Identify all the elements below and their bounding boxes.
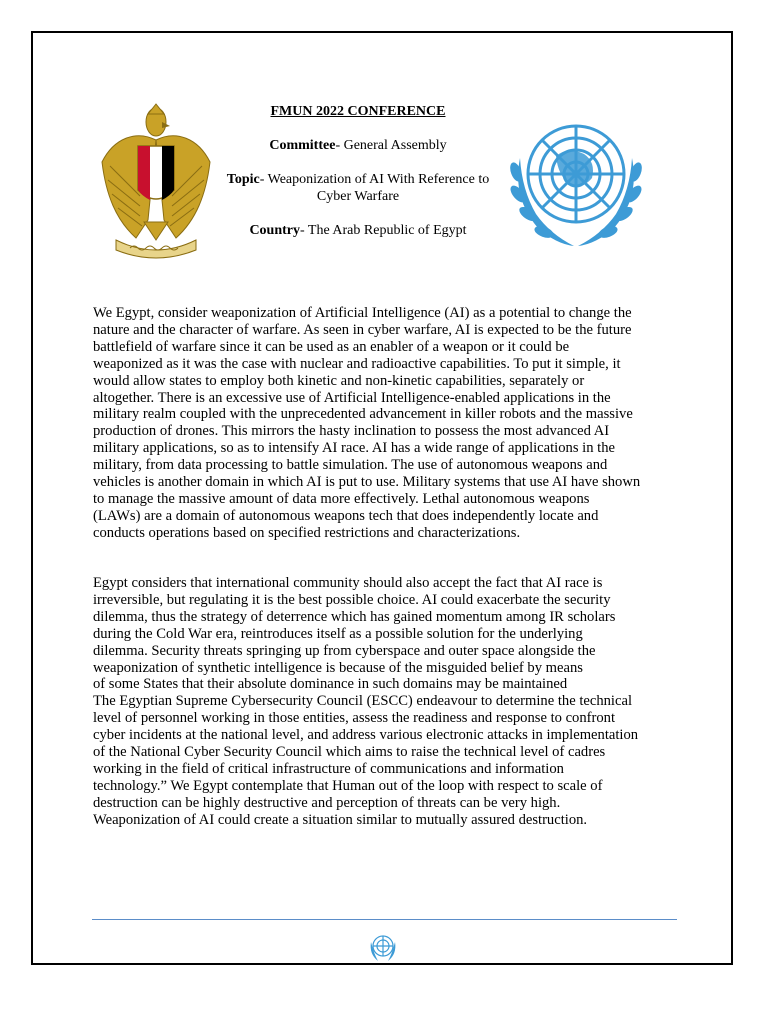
un-emblem-icon [496, 98, 656, 258]
country-label: Country [249, 223, 300, 238]
committee-label: Committee [269, 138, 336, 153]
body-paragraph-2: Egypt considers that international community should also accept the fact that AI race is irreversible, but regulating it is the best possible choice. AI could exacerbate the security dilemma, thus the strategy of deterrence which has gained momentum among IR scholars during the Cold War era, reintroduces itself as a possible solution for the underlying dilemma. Security threats springing up from cyberspace and outer space alongside the weaponization of synthetic intelligence is because of the misguided belief by means of some States that their absolute dominance in such domains may be maintained The Egyptian Supreme Cybersecurity Council (ESCC) endeavour to determine the technical level of personnel working in those entities, assess the readiness and response to confront cyber incidents at the national level, and address various electronic attacks in implementation of the National Cyber Security Council which aims to raise the technical level of cadres working in the field of critical infrastructure of communications and information technology.” We Egypt contemplate that Human out of the loop with respect to scale of destruction can be highly destructive and perception of threats can be very high. Weaponization of AI could create a situation similar to mutually assured destruction. [93, 575, 639, 828]
topic-value: - Weaponization of AI With Reference to Cyber Warfare [259, 172, 490, 204]
country-value: - The Arab Republic of Egypt [300, 223, 467, 238]
body-paragraph-1: We Egypt, consider weaponization of Artificial Intelligence (AI) as a potential to change the nature and the character of warfare. As seen in cyber warfare, AI is expected to be the future battlefield of warfare since it can be used as an enabler of a weapon or it could be weaponized as it was the case with nuclear and radioactive capabilities. To put it simple, it would allow states to employ both kinetic and non-kinetic capabilities, separately or altogether. There is an excessive use of Artificial Intelligence-enabled applications in the military realm coupled with the unprecedented advancement in killer robots and the massive production of drones. This mirrors the hasty inclination to possess the most advanced AI military applications, so as to intensify AI race. AI has a wide range of applications in the military, from data processing to battle simulation. The use of autonomous weapons and vehicles is another domain in which AI is put to use. Military systems that use AI have shown to manage the massive amount of data more effectively. Lethal autonomous weapons (LAWs) are a domain of autonomous weapons tech that does independently locate and conducts operations based on specified restrictions and characterizations. [93, 305, 641, 541]
country-line [226, 222, 490, 239]
committee-value: - General Assembly [335, 138, 447, 153]
conference-title: FMUN 2022 CONFERENCE [270, 104, 446, 119]
topic-line [226, 171, 490, 205]
footer-divider [92, 919, 677, 920]
header-block [226, 104, 490, 256]
committee-line [226, 137, 490, 154]
topic-label: Topic [226, 172, 260, 187]
egypt-coat-of-arms-icon [96, 100, 216, 262]
footer-un-emblem-icon [366, 930, 400, 964]
